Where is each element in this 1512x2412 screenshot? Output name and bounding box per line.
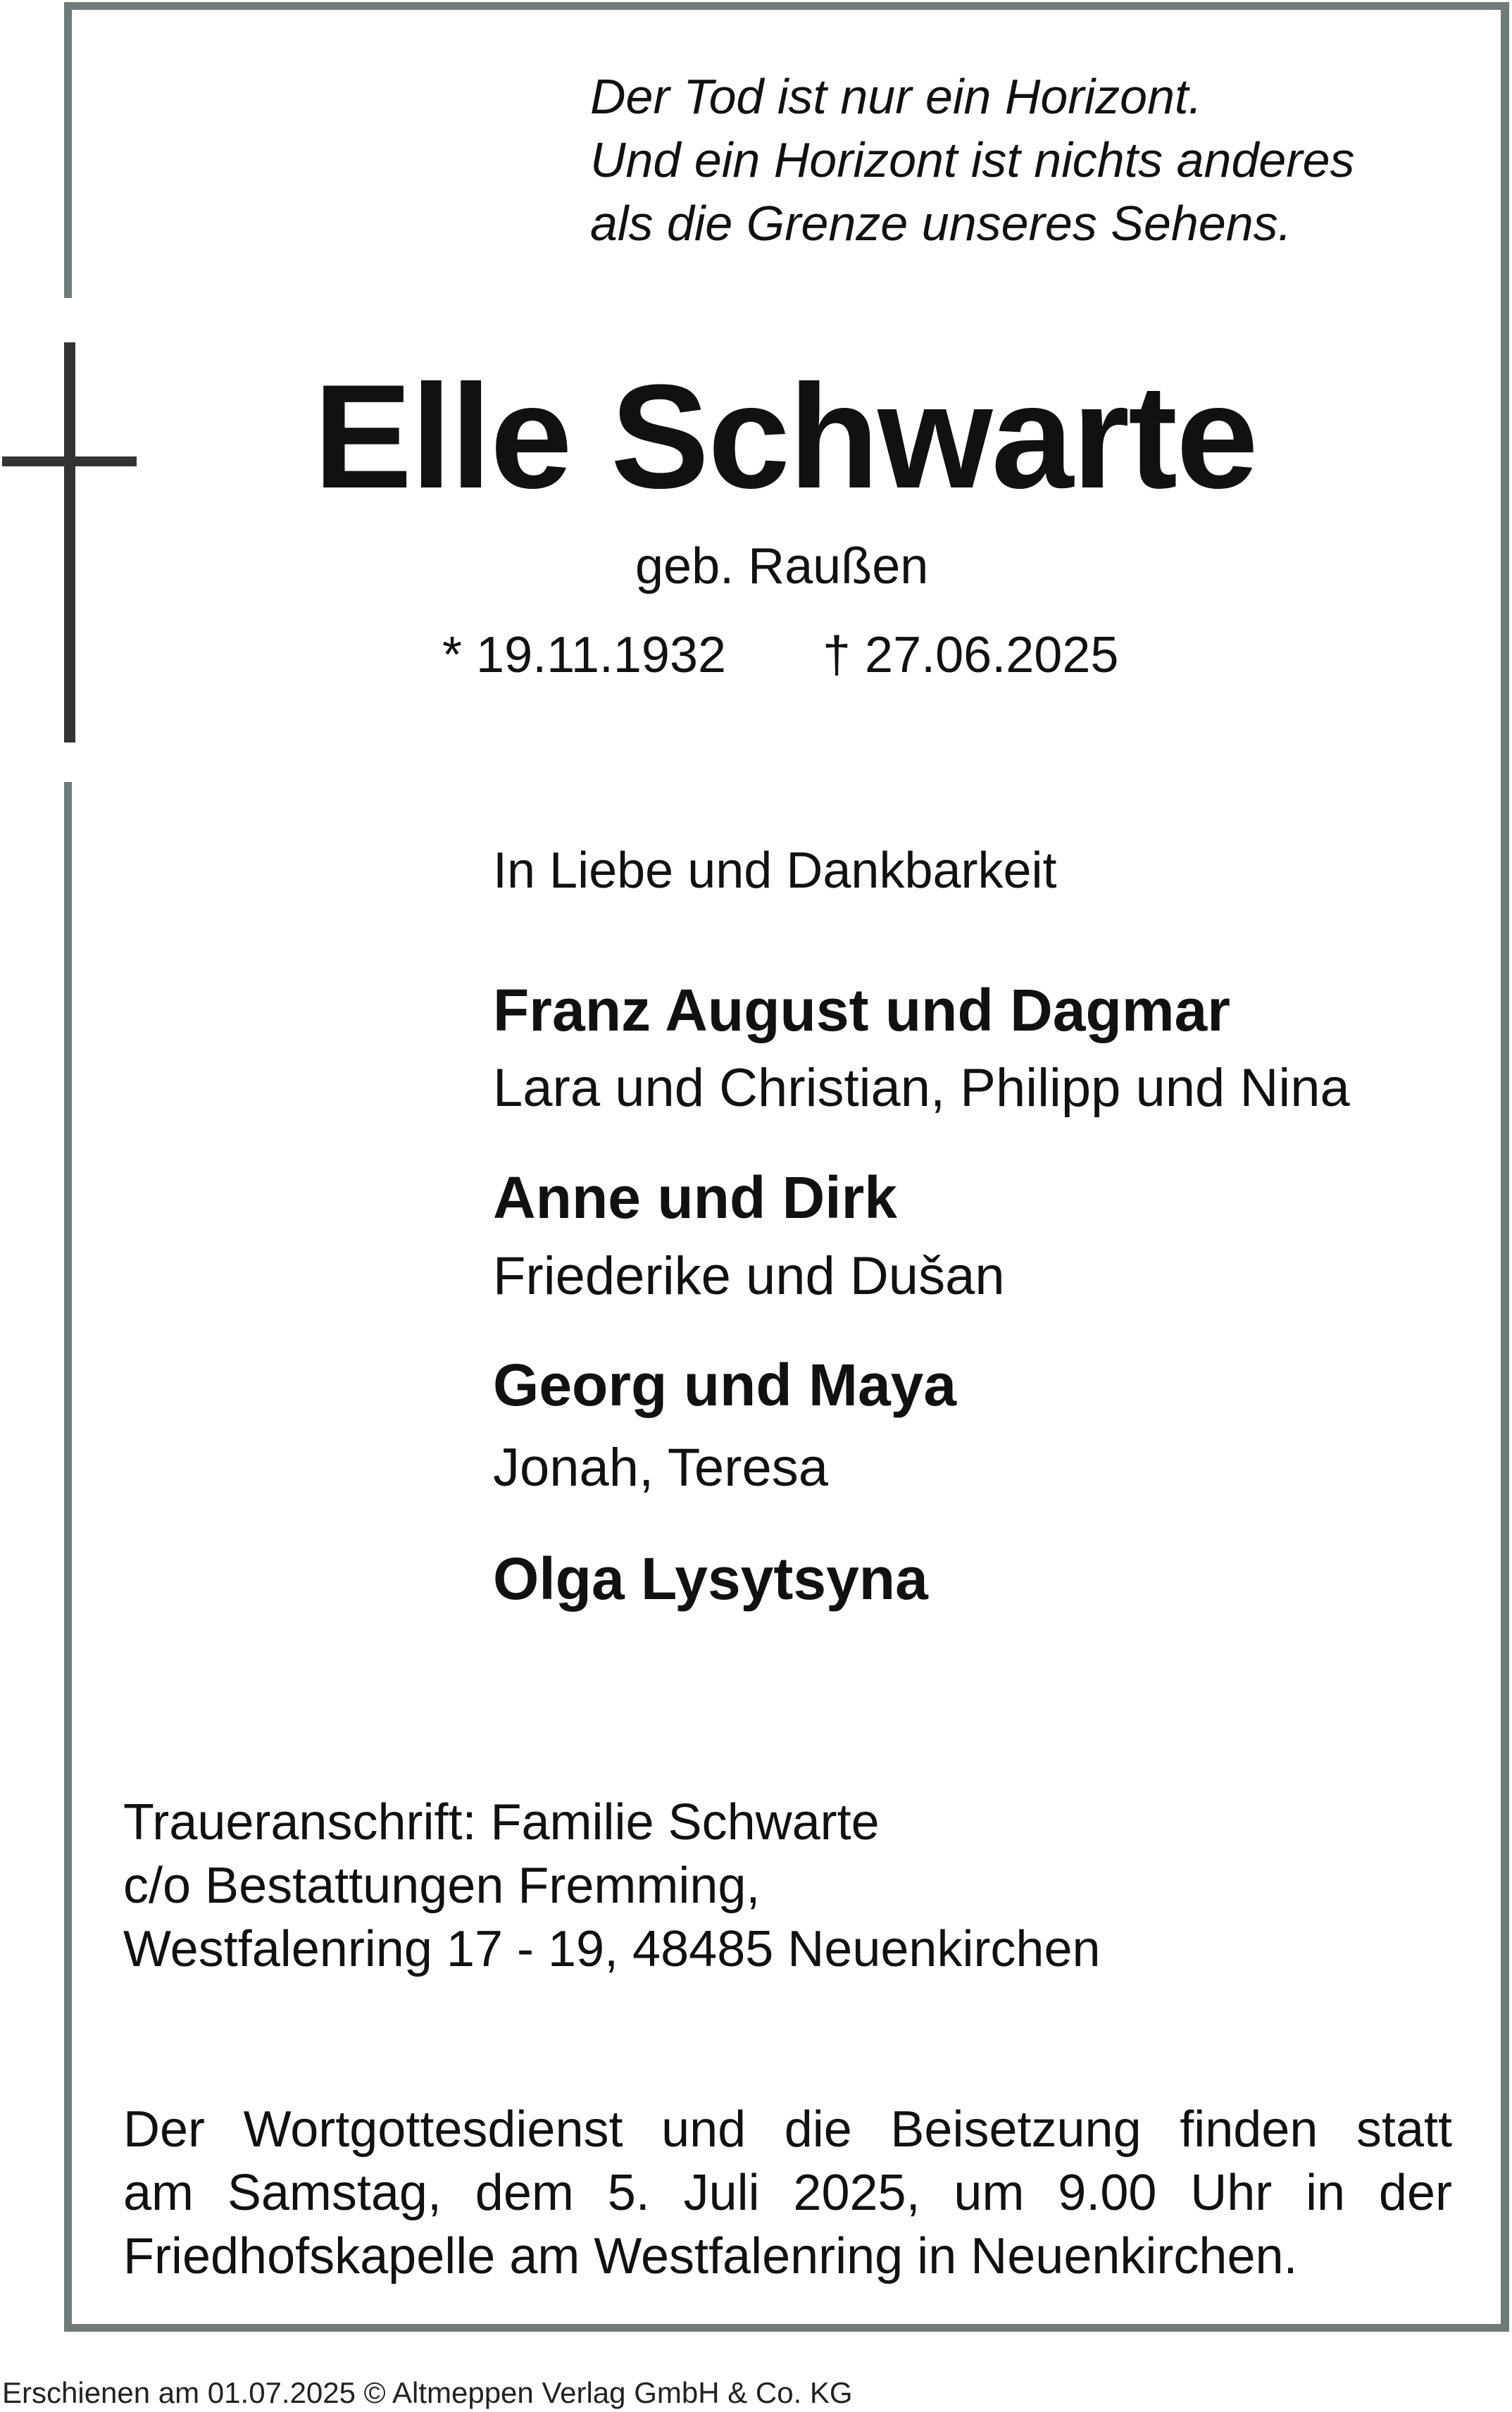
birth-date: * 19.11.1932	[442, 627, 727, 683]
service-info	[123, 2098, 1452, 2288]
frame-bottom-border	[64, 2324, 1509, 2332]
mourner-family-head: Anne und Dirk	[493, 1164, 898, 1231]
mourner-family-head: Franz August und Dagmar	[493, 977, 1230, 1043]
mourner-family-members: Friederike und Dušan	[493, 1246, 1005, 1306]
quote-line: als die Grenze unseres Sehens.	[590, 196, 1292, 251]
dedication: In Liebe und Dankbarkeit	[493, 843, 1057, 899]
service-line: Der Wortgottesdienst und die Beisetzung finden statt	[123, 2101, 1452, 2158]
address-line: c/o Bestattungen Fremming,	[123, 1858, 761, 1914]
deceased-name: Elle Schwarte	[313, 354, 1257, 519]
mourner-family-members: Lara und Christian, Philipp und Nina	[493, 1058, 1350, 1118]
frame-left-border-lower	[64, 782, 72, 2332]
mourning-address	[123, 1791, 1101, 1981]
service-line: am Samstag, dem 5. Juli 2025, um 9.00 Uhr in der	[123, 2165, 1452, 2221]
frame-right-border	[1501, 2, 1509, 2332]
service-line: Friedhofskapelle am Westfalenring in Neuenkirchen.	[123, 2228, 1298, 2284]
address-line: Westfalenring 17 - 19, 48485 Neuenkirchen	[123, 1921, 1101, 1977]
mourner-family-members: Jonah, Teresa	[493, 1438, 829, 1498]
quote-line: Der Tod ist nur ein Horizont.	[590, 69, 1202, 124]
publication-footer: Erschienen am 01.07.2025 © Altmeppen Verlag GmbH & Co. KG	[2, 2376, 853, 2409]
address-line: Traueranschrift: Familie Schwarte	[123, 1794, 880, 1851]
quote-line: Und ein Horizont ist nichts anderes	[590, 132, 1355, 187]
mourner-family-head: Georg und Maya	[493, 1352, 957, 1418]
frame-left-border-upper	[64, 2, 72, 298]
death-date: † 27.06.2025	[823, 627, 1119, 683]
quote	[590, 65, 1355, 255]
mourner-family-head: Olga Lysytsyna	[493, 1546, 928, 1612]
maiden-name: geb. Raußen	[635, 538, 929, 595]
frame-top-border	[64, 2, 1509, 10]
